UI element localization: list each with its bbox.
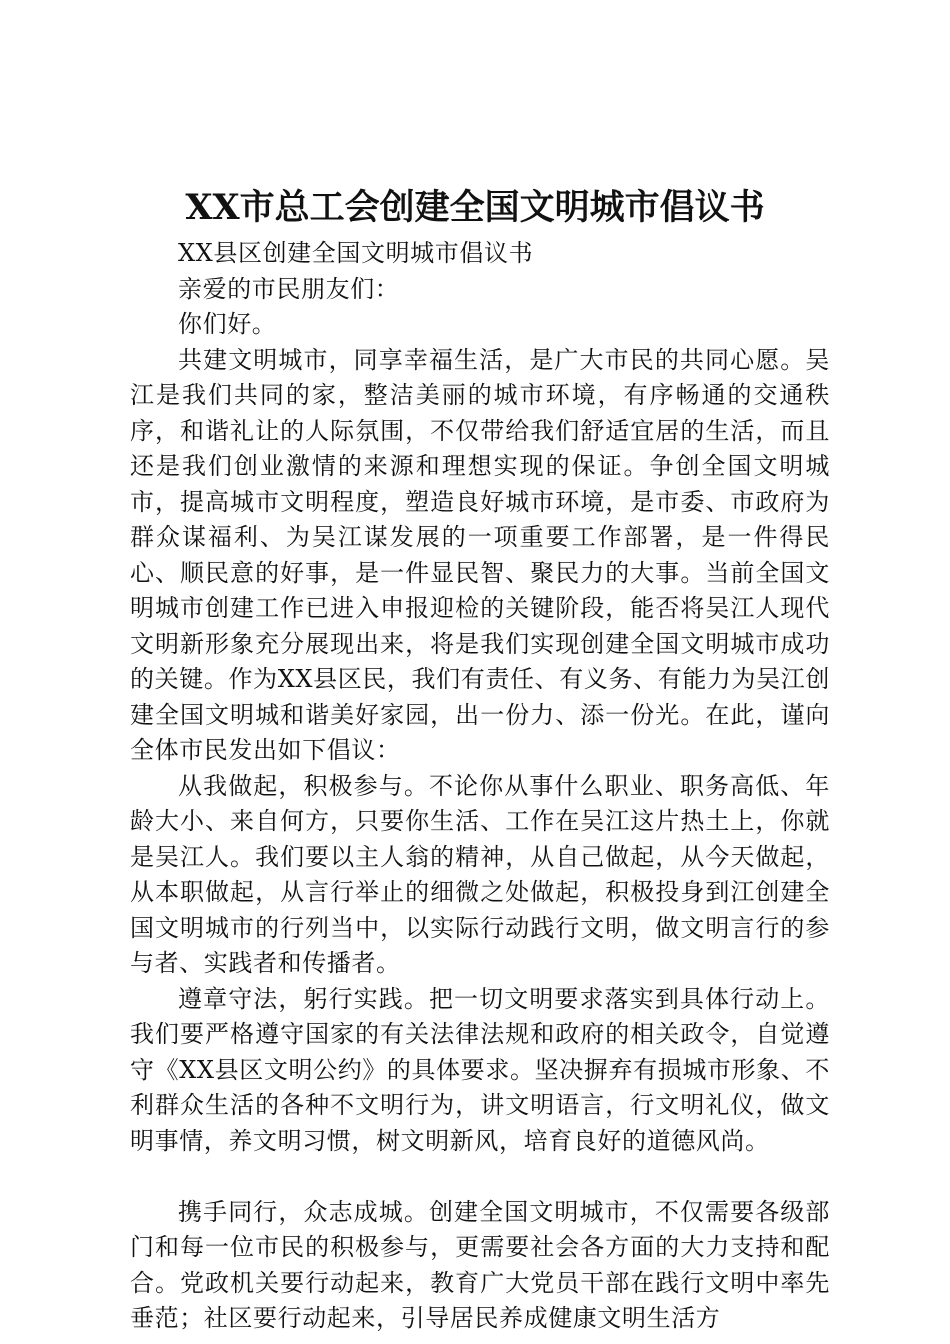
greeting-line: 你们好。 [178,310,277,338]
paragraph-participate: 从我做起，积极参与。不论你从事什么职业、职务高低、年龄大小、来自何方，只要你生活、工作在吴江这片热土上，你就是吴江人。我们要以主人翁的精神，从自己做起，从今天做起，从本职做起，从言行举止的细微之处做起，积极投身到江创建全国文明城市的行列当中，以实际行动践行文明，做文明言行的参与者、实践者和传播者。 [130,771,830,977]
subtitle-line: XX县区创建全国文明城市倡议书 [178,239,534,267]
document-body [130,236,830,1337]
paragraph-intro: 共建文明城市，同享幸福生活，是广大市民的共同心愿。吴江是我们共同的家，整洁美丽的城市环境，有序畅通的交通秩序，和谐礼让的人际氛围，不仅带给我们舒适宜居的生活，而且还是我们创业激情的来源和理想实现的保证。争创全国文明城市，提高城市文明程度，塑造良好城市环境，是市委、市政府为群众谋福利、为吴江谋发展的一项重要工作部署，是一件得民心、顺民意的好事，是一件显民智、聚民力的大事。当前全国文明城市创建工作已进入申报迎检的关键阶段，能否将吴江人现代文明新形象充分展现出来，将是我们实现创建全国文明城市成功的关键。作为XX县区民，我们有责任、有义务、有能力为吴江创建全国文明城和谐美好家园，出一份力、添一份光。在此，谨向全体市民发出如下倡议： [130,345,830,764]
paragraph-together: 携手同行，众志成城。创建全国文明城市，不仅需要各级部门和每一位市民的积极参与，更需要社会各方面的大力支持和配合。党政机关要行动起来，教育广大党员干部在践行文明中率先垂范；社区要行动起来，引导居民养成健康文明生活方 [130,1197,830,1332]
document-title: XX市总工会创建全国文明城市倡议书 [185,187,765,228]
salutation-line: 亲爱的市民朋友们： [178,274,400,303]
paragraph-law: 遵章守法，躬行实践。把一切文明要求落实到具体行动上。我们要严格遵守国家的有关法律法规和政府的相关政令，自觉遵守《XX县区文明公约》的具体要求。坚决摒弃有损城市形象、不利群众生活的各种不文明行为，讲文明语言，行文明礼仪，做文明事情，养文明习惯，树文明新风，培育良好的道德风尚。 [130,984,830,1155]
